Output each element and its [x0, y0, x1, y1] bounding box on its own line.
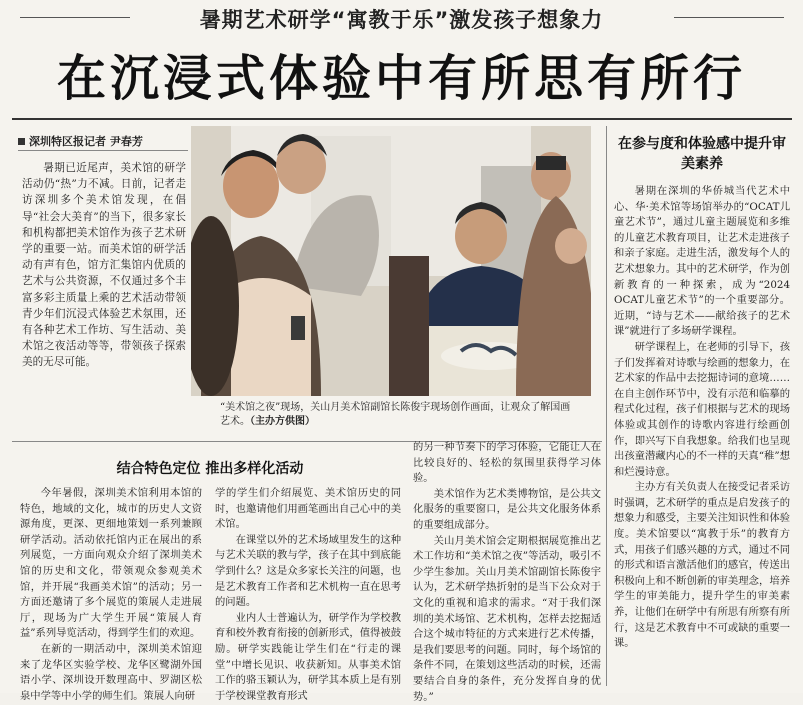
byline-text: 深圳特区报记者 尹春芳 [29, 135, 143, 148]
bottom-col3-paragraph-1: 的另一种节奏下的学习体验，它能让人在比较良好的、轻松的氛围里获得学习体验。 [413, 441, 601, 485]
lead-column [22, 160, 186, 371]
article-photo [191, 126, 591, 396]
byline-square-icon [18, 138, 25, 145]
right-subhead: 在参与度和体验感中提升审美素养 [618, 136, 786, 172]
right-column-divider [606, 126, 607, 686]
headline: 在沉浸式体验中有所思有所行 [56, 50, 746, 107]
bottom-column-1 [20, 486, 202, 704]
right-paragraph-3: 主办方有关负责人在接受记者采访时强调，艺术研学的重点是启发孩子的想象力和感受，主要关注知识性和体验度。美术馆要以“寓教于乐”的教育方式，用孩子们感兴趣的方式，通过不同的形式和语言激活他们的感官，传送出积极向上和不断创新的审美理念，培养学生的审美能力，提升学生的审美素养，让他们在研学中有所思有所察有所行，这是艺术教育中不可或缺的重要一课。 [614, 481, 790, 650]
bottom-col1-paragraph-1: 今年暑假，深圳美术馆利用本馆的特色，地域的文化，城市的历史人文资源角度，更深、更细地策划一系列兼顾研学活动。活动依托馆内正在展出的系列展览，一方面向观众介绍了深圳美术馆的历史和文化，带领观众参观美术馆，并开展“我画美术馆”的活动；另一方面还邀请了多个展览的策展人走进展厅，现场为广大学生开展“策展人育益”系列导览活动，得到学生们的欢迎。 [20, 487, 202, 640]
photo-credit: （主办方供图） [250, 416, 315, 427]
byline-divider [18, 150, 188, 151]
kicker-title: 暑期艺术研学“寓教于乐”激发孩子想象力 [199, 8, 604, 32]
photo-caption [220, 401, 580, 429]
photo-illustration [191, 126, 591, 396]
bottom-col3-paragraph-3: 关山月美术馆会定期根据展览推出艺术工作坊和“美术馆之夜”等活动，吸引不少学生参加。关山月美术馆副馆长陈俊宇认为，艺术研学热折射的是当下公众对于文化的重视和追求的需求。“对于我们深圳的美术场馆、艺术机构，怎样去挖掘适合这个城市特征的方式来进行艺术传播，是我们要思考的问题。同时，每个场馆的条件不同，在策划这些活动的时候，还需要结合自身的条件，充分发挥自身的优势。” [413, 534, 601, 703]
byline [18, 133, 188, 149]
right-paragraph-2: 研学课程上，在老师的引导下，孩子们发挥着对诗歌与绘画的想象力，在艺术家的作品中去挖掘诗词的意境……在自主创作环节中，没有示范和临摹的程式化过程，孩子们根据与艺术的现场体验或其创作的诗歌内容进行绘画创作，即兴写下自我想象。给我们也呈现出孩童潜藏内心的不一样的天真“稚”想和烂漫诗意。 [614, 340, 790, 478]
right-paragraph-1: 暑期在深圳的华侨城当代艺术中心、华·美术馆等场馆举办的“OCAT儿童艺术节”，通过儿童主题展览和多维的儿童艺术教育项目，让艺术走进孩子和亲子家庭。走进生活，激发每个人的艺术想象力。其中的艺术研学，作为创新教育的一种探索，成为“2024 OCAT儿童艺术节”的一个重要部分。近期，“诗与艺术——献给孩子的艺术课”就进行了多场研学课程。 [614, 185, 790, 338]
bottom-subhead: 结合特色定位 推出多样化活动 [116, 461, 304, 477]
bottom-column-3 [413, 440, 601, 705]
bottom-col3-paragraph-2: 美术馆作为艺术类博物馆，是公共文化服务的重要窗口，是公共文化服务体系的重要组成部分。 [413, 487, 601, 531]
lead-paragraph: 暑期已近尾声，美术馆的研学活动仍“热”力不减。日前，记者走访深圳多个美术馆发现，在倡导“社会大美育”的当下，很多家长和机构都把美术馆作为孩子艺术研学的重要一站。而美术馆的研学活动有声有色，馆方汇集馆内优质的艺术与公共资源，不仅通过多个丰富多彩主质量上乘的艺术活动带领青少年们沉浸式体验艺术氛围，还有各种艺术工作坊、写生活动、美术馆之夜活动等等，带领孩子探索美的无尽可能。 [22, 162, 186, 369]
caption-text: “美术馆之夜”现场，关山月美术馆副馆长陈俊宇现场创作画面，让观众了解国画艺术。 [220, 402, 571, 427]
bottom-col1-paragraph-2: 在新的一期活动中，深圳美术馆迎来了龙华区实验学校、龙华区鹭湖外国语小学、深圳设开数理高中、罗湖区松泉中学等中小学的师生们。策展人向研 [20, 642, 202, 702]
right-column [614, 184, 790, 652]
headline-divider [12, 118, 792, 120]
bottom-col2-paragraph-1: 学的学生们介绍展览、美术馆历史的同时，也邀请他们用画笔画出自己心中的美术馆。 [215, 487, 401, 531]
bottom-column-2 [215, 486, 401, 704]
bottom-col2-paragraph-3: 业内人士普遍认为，研学作为学校教育和校外教育衔接的创新形式，值得被鼓励。研学实践能让学生们在“行走的课堂”中增长见识、收获新知。从事美术馆工作的骆玉颖认为，研学其本质上是有别于学校课堂教育形式 [215, 611, 401, 702]
bottom-col2-paragraph-2: 在课堂以外的艺术场域里发生的这种与艺术关联的教与学，孩子在其中到底能学到什么？这是众多家长关注的问题，也是艺术教育工作者和艺术机构一直在思考的问题。 [215, 533, 401, 609]
